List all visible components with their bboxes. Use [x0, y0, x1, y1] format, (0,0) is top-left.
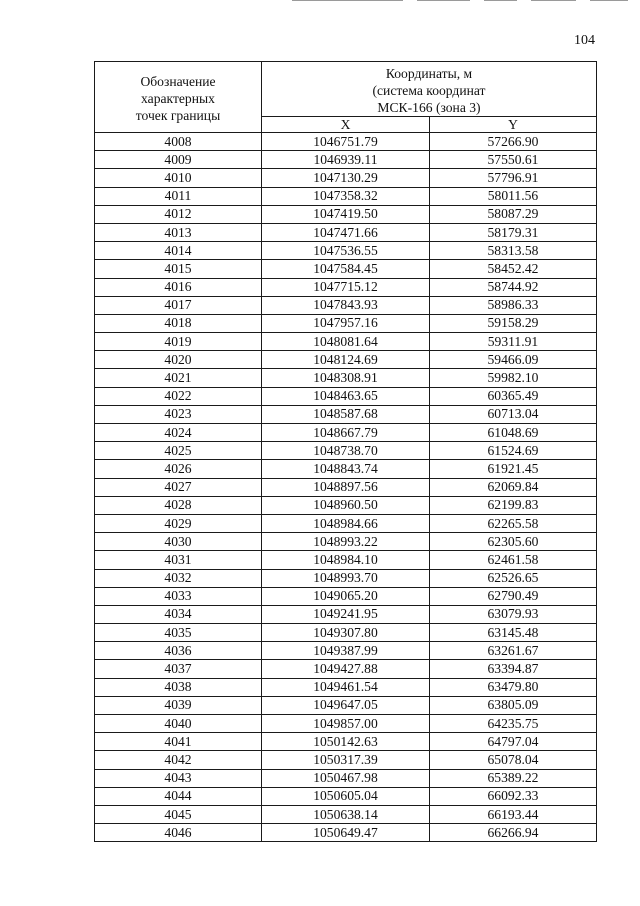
table-row [95, 151, 597, 169]
x-coordinate-cell: 1049307.80 [262, 624, 430, 642]
table-row [95, 169, 597, 187]
x-coordinate-cell: 1048587.68 [262, 405, 430, 423]
x-coordinate-cell: 1050605.04 [262, 787, 430, 805]
x-coordinate-cell: 1048897.56 [262, 478, 430, 496]
x-coordinate-cell: 1047419.50 [262, 205, 430, 223]
y-coordinate-cell: 57266.90 [430, 133, 597, 151]
table-row [95, 733, 597, 751]
x-coordinate-cell: 1047471.66 [262, 223, 430, 241]
point-id-cell: 4044 [95, 787, 262, 805]
x-coordinate-cell: 1047358.32 [262, 187, 430, 205]
point-id-cell: 4011 [95, 187, 262, 205]
table-row [95, 351, 597, 369]
x-coordinate-cell: 1049241.95 [262, 605, 430, 623]
header-x: X [262, 117, 430, 133]
point-id-cell: 4040 [95, 715, 262, 733]
y-coordinate-cell: 65078.04 [430, 751, 597, 769]
x-coordinate-cell: 1047957.16 [262, 314, 430, 332]
y-coordinate-cell: 58087.29 [430, 205, 597, 223]
y-coordinate-cell: 65389.22 [430, 769, 597, 787]
x-coordinate-cell: 1047536.55 [262, 242, 430, 260]
y-coordinate-cell: 57796.91 [430, 169, 597, 187]
header-point-designation: Обозначение характерных точек границы [95, 62, 262, 133]
point-id-cell: 4038 [95, 678, 262, 696]
y-coordinate-cell: 59466.09 [430, 351, 597, 369]
table-row [95, 387, 597, 405]
point-id-cell: 4045 [95, 805, 262, 823]
table-row [95, 696, 597, 714]
x-coordinate-cell: 1050467.98 [262, 769, 430, 787]
table-row [95, 187, 597, 205]
point-id-cell: 4037 [95, 660, 262, 678]
x-coordinate-cell: 1048463.65 [262, 387, 430, 405]
point-id-cell: 4010 [95, 169, 262, 187]
x-coordinate-cell: 1048993.70 [262, 569, 430, 587]
point-id-cell: 4025 [95, 442, 262, 460]
point-id-cell: 4018 [95, 314, 262, 332]
coordinates-table [94, 61, 597, 842]
point-id-cell: 4015 [95, 260, 262, 278]
point-id-cell: 4030 [95, 533, 262, 551]
point-id-cell: 4014 [95, 242, 262, 260]
y-coordinate-cell: 63145.48 [430, 624, 597, 642]
page-number: 104 [574, 33, 595, 48]
x-coordinate-cell: 1048993.22 [262, 533, 430, 551]
point-id-cell: 4028 [95, 496, 262, 514]
point-id-cell: 4042 [95, 751, 262, 769]
table-row [95, 678, 597, 696]
y-coordinate-cell: 64235.75 [430, 715, 597, 733]
x-coordinate-cell: 1047715.12 [262, 278, 430, 296]
point-id-cell: 4019 [95, 333, 262, 351]
table-row [95, 624, 597, 642]
x-coordinate-cell: 1050649.47 [262, 824, 430, 842]
table-row [95, 442, 597, 460]
table-row [95, 133, 597, 151]
y-coordinate-cell: 66266.94 [430, 824, 597, 842]
point-id-cell: 4033 [95, 587, 262, 605]
table-row [95, 478, 597, 496]
y-coordinate-cell: 63261.67 [430, 642, 597, 660]
y-coordinate-cell: 62199.83 [430, 496, 597, 514]
table-row [95, 769, 597, 787]
table-row [95, 587, 597, 605]
table-row [95, 296, 597, 314]
table-row [95, 223, 597, 241]
y-coordinate-cell: 61524.69 [430, 442, 597, 460]
point-id-cell: 4043 [95, 769, 262, 787]
table-body [95, 133, 597, 842]
header-coordinates: Координаты, м (система координат МСК-166 (зона 3) [262, 62, 597, 117]
x-coordinate-cell: 1047584.45 [262, 260, 430, 278]
y-coordinate-cell: 60713.04 [430, 405, 597, 423]
x-coordinate-cell: 1049857.00 [262, 715, 430, 733]
point-id-cell: 4041 [95, 733, 262, 751]
table-row [95, 660, 597, 678]
table-row [95, 278, 597, 296]
x-coordinate-cell: 1048984.66 [262, 514, 430, 532]
table-row [95, 805, 597, 823]
table-row [95, 751, 597, 769]
table-row [95, 460, 597, 478]
point-id-cell: 4022 [95, 387, 262, 405]
y-coordinate-cell: 58986.33 [430, 296, 597, 314]
point-id-cell: 4046 [95, 824, 262, 842]
point-id-cell: 4026 [95, 460, 262, 478]
x-coordinate-cell: 1050142.63 [262, 733, 430, 751]
y-coordinate-cell: 63394.87 [430, 660, 597, 678]
x-coordinate-cell: 1048124.69 [262, 351, 430, 369]
table-row [95, 424, 597, 442]
point-id-cell: 4012 [95, 205, 262, 223]
point-id-cell: 4031 [95, 551, 262, 569]
point-id-cell: 4008 [95, 133, 262, 151]
table-row [95, 314, 597, 332]
x-coordinate-cell: 1048984.10 [262, 551, 430, 569]
table-row [95, 333, 597, 351]
x-coordinate-cell: 1049647.05 [262, 696, 430, 714]
table-row [95, 205, 597, 223]
table-row [95, 569, 597, 587]
y-coordinate-cell: 61921.45 [430, 460, 597, 478]
x-coordinate-cell: 1048081.64 [262, 333, 430, 351]
y-coordinate-cell: 58313.58 [430, 242, 597, 260]
x-coordinate-cell: 1046751.79 [262, 133, 430, 151]
y-coordinate-cell: 58744.92 [430, 278, 597, 296]
point-id-cell: 4029 [95, 514, 262, 532]
y-coordinate-cell: 64797.04 [430, 733, 597, 751]
x-coordinate-cell: 1046939.11 [262, 151, 430, 169]
point-id-cell: 4017 [95, 296, 262, 314]
table-row [95, 260, 597, 278]
y-coordinate-cell: 62526.65 [430, 569, 597, 587]
point-id-cell: 4023 [95, 405, 262, 423]
y-coordinate-cell: 63805.09 [430, 696, 597, 714]
y-coordinate-cell: 59982.10 [430, 369, 597, 387]
point-id-cell: 4020 [95, 351, 262, 369]
point-id-cell: 4027 [95, 478, 262, 496]
y-coordinate-cell: 63079.93 [430, 605, 597, 623]
point-id-cell: 4035 [95, 624, 262, 642]
y-coordinate-cell: 60365.49 [430, 387, 597, 405]
table-row [95, 551, 597, 569]
x-coordinate-cell: 1049461.54 [262, 678, 430, 696]
y-coordinate-cell: 66092.33 [430, 787, 597, 805]
table-row [95, 514, 597, 532]
x-coordinate-cell: 1048843.74 [262, 460, 430, 478]
y-coordinate-cell: 62305.60 [430, 533, 597, 551]
table-row [95, 405, 597, 423]
scan-top-rule [292, 0, 628, 2]
y-coordinate-cell: 62069.84 [430, 478, 597, 496]
table-row [95, 787, 597, 805]
x-coordinate-cell: 1049065.20 [262, 587, 430, 605]
point-id-cell: 4013 [95, 223, 262, 241]
point-id-cell: 4036 [95, 642, 262, 660]
x-coordinate-cell: 1047130.29 [262, 169, 430, 187]
table-row [95, 715, 597, 733]
point-id-cell: 4039 [95, 696, 262, 714]
point-id-cell: 4034 [95, 605, 262, 623]
table-row [95, 533, 597, 551]
x-coordinate-cell: 1050638.14 [262, 805, 430, 823]
y-coordinate-cell: 57550.61 [430, 151, 597, 169]
x-coordinate-cell: 1049387.99 [262, 642, 430, 660]
y-coordinate-cell: 63479.80 [430, 678, 597, 696]
point-id-cell: 4024 [95, 424, 262, 442]
table-row [95, 242, 597, 260]
x-coordinate-cell: 1047843.93 [262, 296, 430, 314]
point-id-cell: 4009 [95, 151, 262, 169]
y-coordinate-cell: 62461.58 [430, 551, 597, 569]
table-row [95, 642, 597, 660]
header-y: Y [430, 117, 597, 133]
point-id-cell: 4032 [95, 569, 262, 587]
y-coordinate-cell: 62790.49 [430, 587, 597, 605]
x-coordinate-cell: 1049427.88 [262, 660, 430, 678]
y-coordinate-cell: 59158.29 [430, 314, 597, 332]
x-coordinate-cell: 1048960.50 [262, 496, 430, 514]
y-coordinate-cell: 59311.91 [430, 333, 597, 351]
y-coordinate-cell: 58452.42 [430, 260, 597, 278]
table-row [95, 496, 597, 514]
x-coordinate-cell: 1048667.79 [262, 424, 430, 442]
y-coordinate-cell: 61048.69 [430, 424, 597, 442]
x-coordinate-cell: 1048738.70 [262, 442, 430, 460]
table-row [95, 369, 597, 387]
x-coordinate-cell: 1048308.91 [262, 369, 430, 387]
table-row [95, 605, 597, 623]
y-coordinate-cell: 58179.31 [430, 223, 597, 241]
y-coordinate-cell: 66193.44 [430, 805, 597, 823]
y-coordinate-cell: 62265.58 [430, 514, 597, 532]
x-coordinate-cell: 1050317.39 [262, 751, 430, 769]
table-row [95, 824, 597, 842]
point-id-cell: 4021 [95, 369, 262, 387]
y-coordinate-cell: 58011.56 [430, 187, 597, 205]
point-id-cell: 4016 [95, 278, 262, 296]
